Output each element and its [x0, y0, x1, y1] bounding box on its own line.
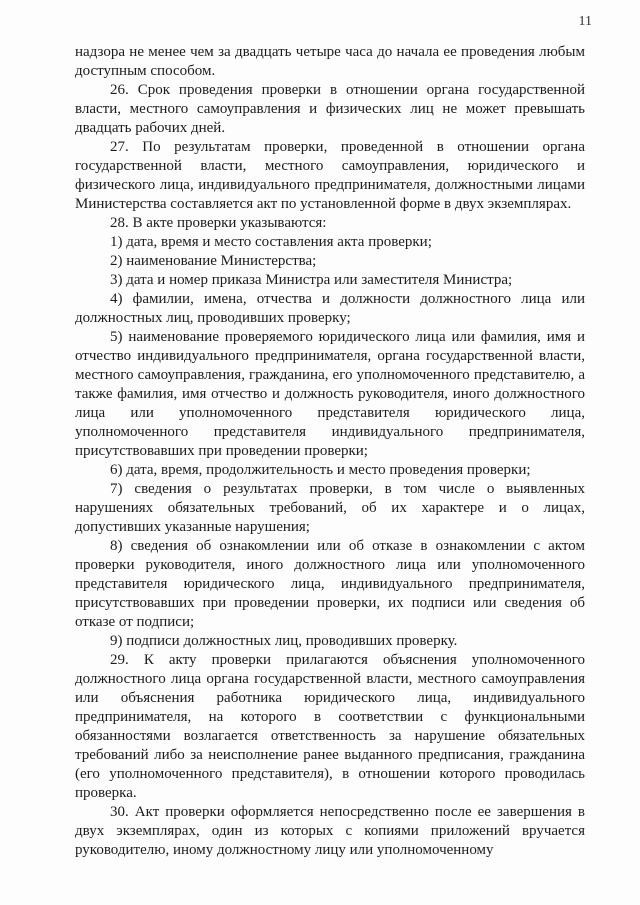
list-item-8: 8) сведения об ознакомлении или об отказе в ознакомлении с актом проверки руководителя, иного должностного лица или уполномоченного представителя юридического лица, индивидуального предпринимателя, присутствовавших при проведении проверки, их подписи или сведения об отказе от подписи; [75, 538, 585, 630]
list-item-4: 4) фамилии, имена, отчества и должности должностного лица или должностных лиц, проводивших проверку; [75, 291, 585, 326]
paragraph-29: 29. К акту проверки прилагаются объяснения уполномоченного должностного лица органа государственной власти, местного самоуправления или объяснения работника юридического лица, индивидуального предпринимателя, на которого в соответствии с функциональными обязанностями возлагается ответственность за нарушение обязательных требований либо за неисполнение ранее выданного предписания, гражданина (его уполномоченного представителя), в отношении которого проводилась проверка. [75, 652, 585, 801]
list-item-5: 5) наименование проверяемого юридического лица или фамилия, имя и отчество индивидуального предпринимателя, органа государственной власти, местного самоуправления, гражданина, его уполномоченного представителю, а также фамилия, имя отчество и должность руководителя, иного должностного лица или уполномоченного представителя юридического лица, уполномоченного представителя индивидуального предпринимателя, присутствовавших при проведении проверки; [75, 329, 585, 459]
list-item-1: 1) дата, время и место составления акта проверки; [110, 234, 432, 250]
paragraph-30: 30. Акт проверки оформляется непосредственно после ее завершения в двух экземплярах, один из которых с копиями приложений вручается руководителю, иному должностному лицу или уполномоченному [75, 804, 585, 858]
paragraph-26: 26. Срок проведения проверки в отношении органа государственной власти, местного самоуправления и физических лиц не может превышать двадцать рабочих дней. [75, 82, 585, 136]
paragraph-27: 27. По результатам проверки, проведенной в отношении органа государственной власти, местного самоуправления, юридического и физического лица, индивидуального предпринимателя, должностными лицами Министерства составляется акт по установленной форме в двух экземплярах. [75, 139, 585, 212]
paragraph-continuation: надзора не менее чем за двадцать четыре часа до начала ее проведения любым доступным способом. [75, 44, 585, 79]
list-item-7: 7) сведения о результатах проверки, в том числе о выявленных нарушениях обязательных требований, об их характере и о лицах, допустивших указанные нарушения; [75, 481, 585, 535]
paragraph-28: 28. В акте проверки указываются: [110, 215, 327, 231]
list-item-9: 9) подписи должностных лиц, проводивших проверку. [110, 633, 458, 649]
list-item-3: 3) дата и номер приказа Министра или заместителя Министра; [110, 272, 513, 288]
list-item-6: 6) дата, время, продолжительность и место проведения проверки; [110, 462, 531, 478]
page-number: 11 [578, 14, 592, 29]
list-item-2: 2) наименование Министерства; [110, 253, 317, 269]
document-body [75, 43, 585, 860]
